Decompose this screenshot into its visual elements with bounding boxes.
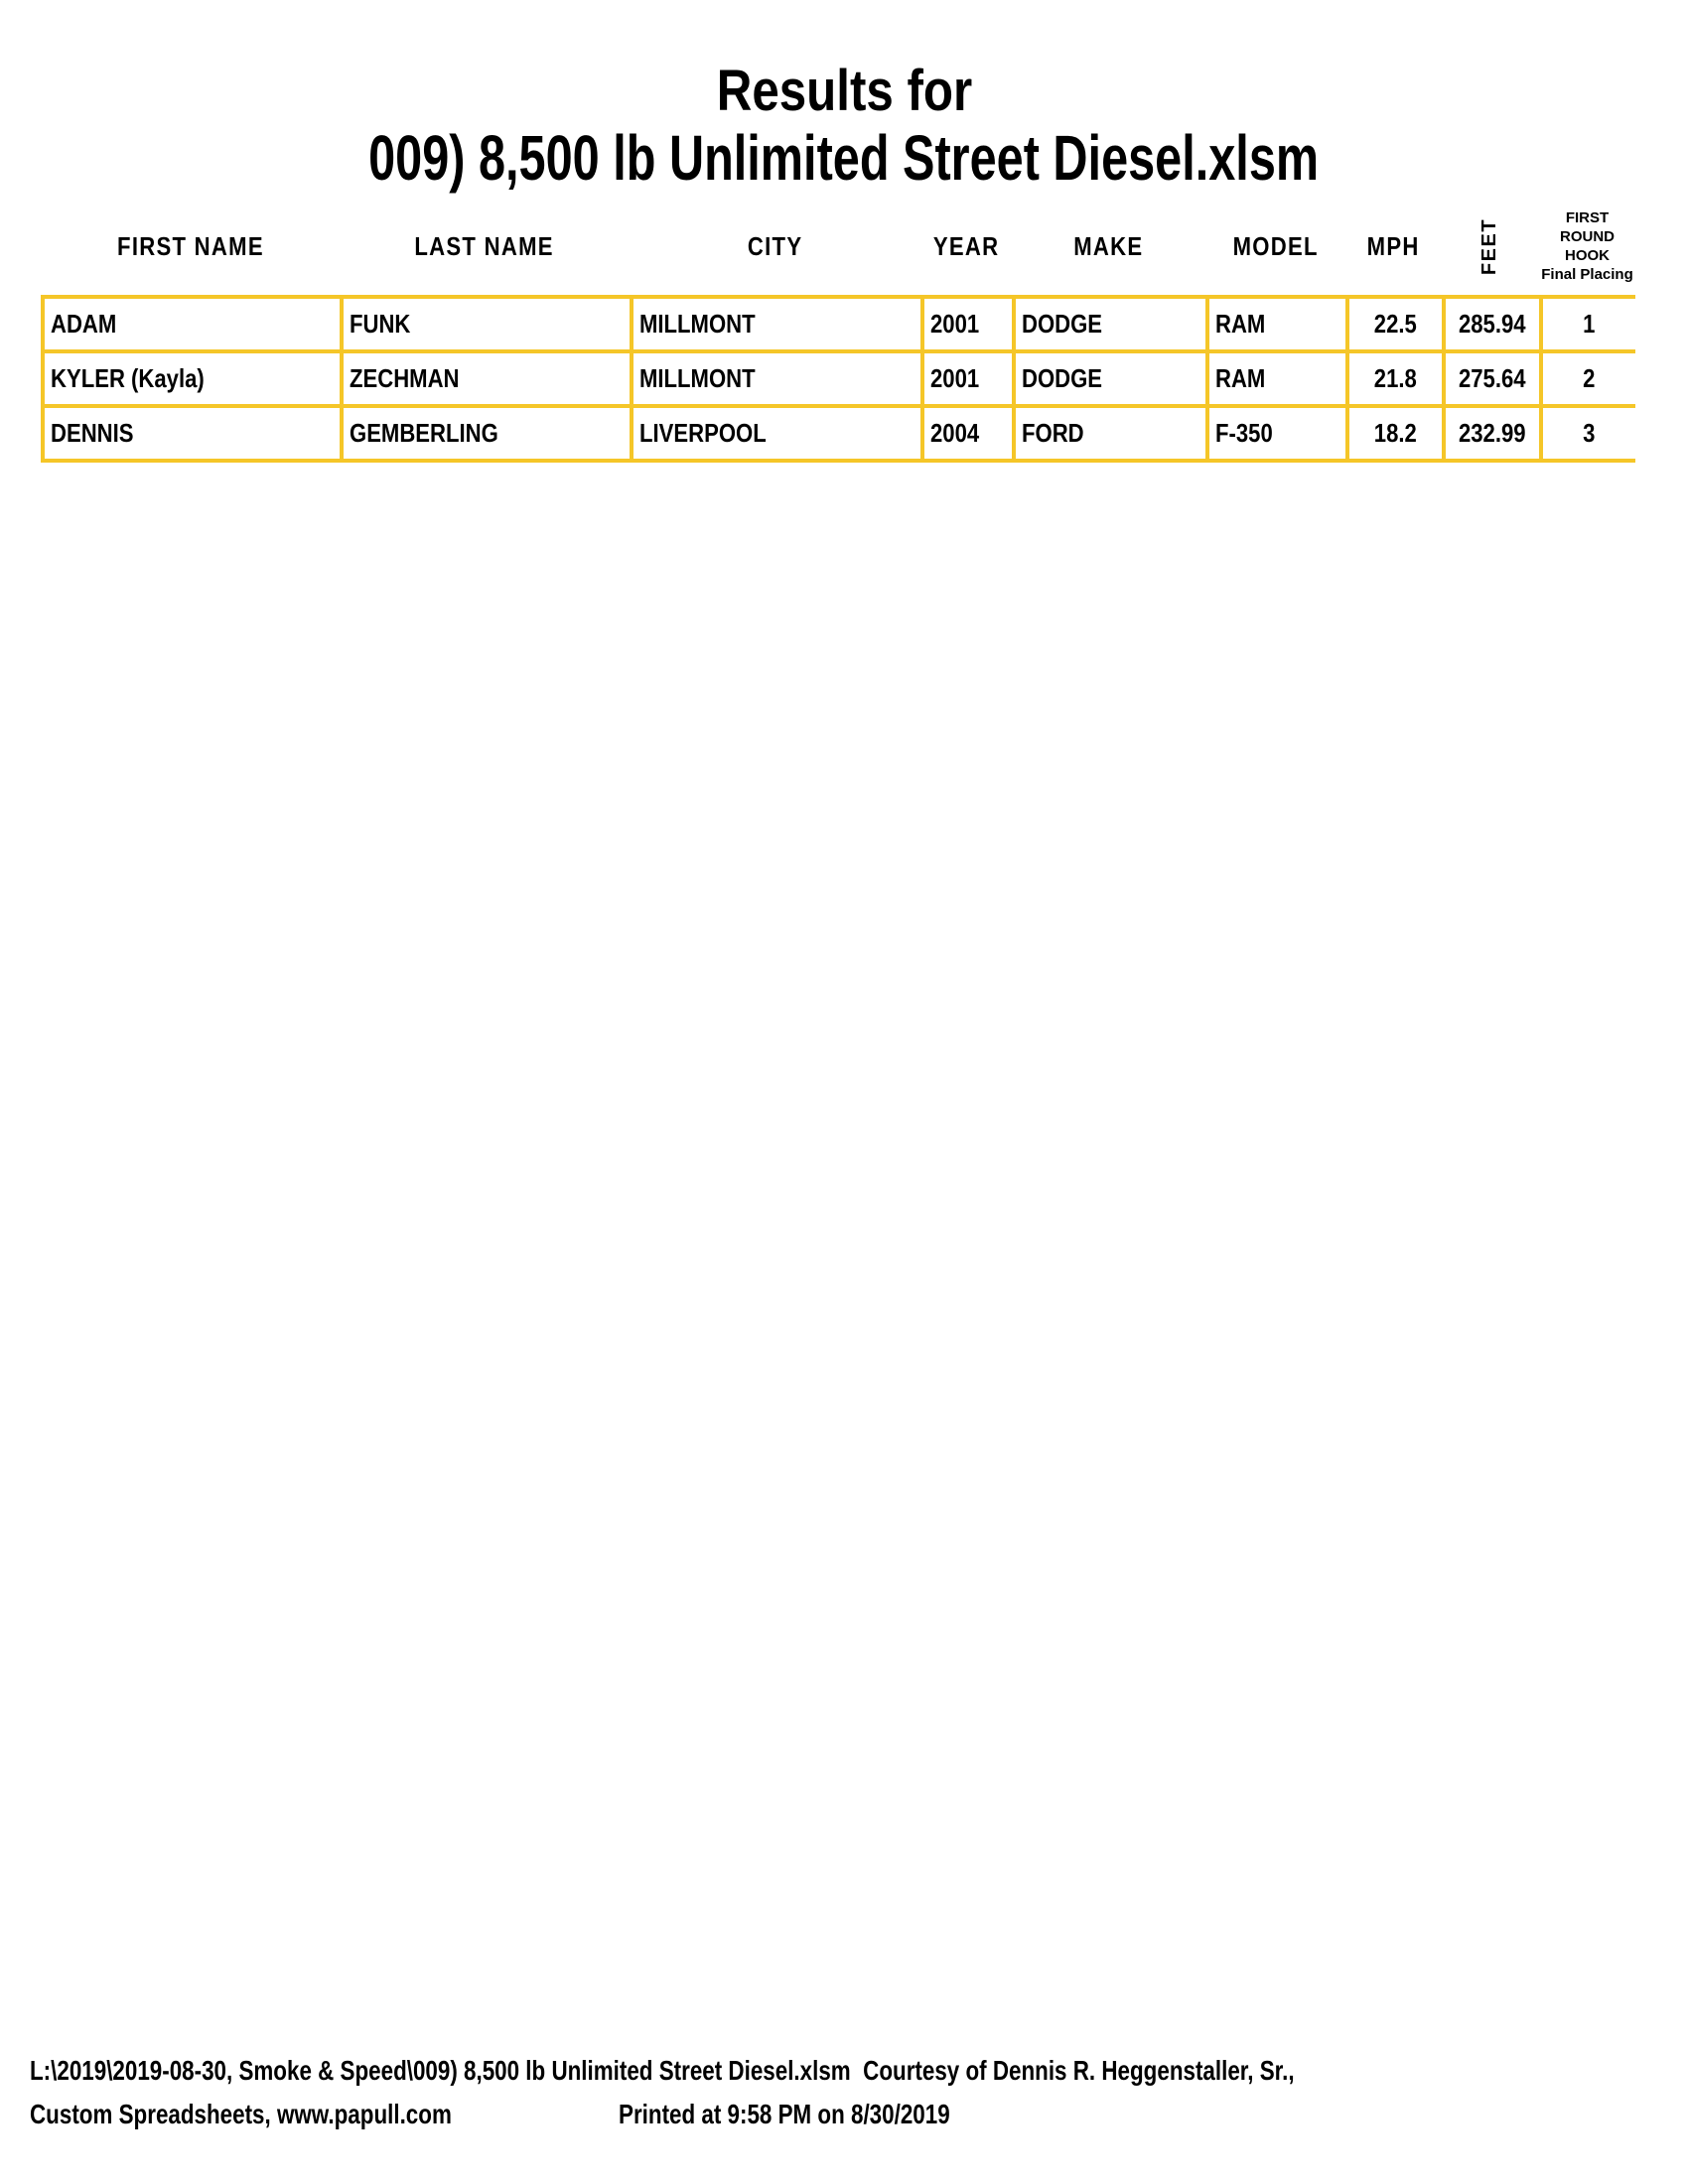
cell-first-name [41, 408, 340, 459]
column-header-mph-label: MPH [1367, 230, 1420, 261]
column-header-make-label: MAKE [1073, 230, 1144, 261]
cell-feet-text: 275.64 [1459, 363, 1526, 393]
column-header-first-name-label: FIRST NAME [116, 230, 264, 261]
column-header-city-label: CITY [747, 230, 803, 261]
table-row [41, 408, 1635, 463]
column-header-placing-line3: Final Placing [1541, 266, 1633, 283]
cell-city [630, 408, 920, 459]
cell-year [920, 408, 1012, 459]
cell-last-name [340, 299, 630, 349]
cell-feet [1442, 408, 1539, 459]
cell-mph [1345, 299, 1442, 349]
cell-make [1012, 408, 1205, 459]
cell-city-text: LIVERPOOL [639, 418, 767, 448]
cell-city-text: MILLMONT [639, 363, 756, 393]
column-header-make [1012, 208, 1205, 284]
cell-first-name [41, 299, 340, 349]
cell-first-name-text: ADAM [51, 309, 117, 339]
table-row [41, 299, 1635, 353]
cell-last-name-text: ZECHMAN [350, 363, 460, 393]
cell-first-name-text: KYLER (Kayla) [51, 363, 205, 393]
column-header-model [1205, 208, 1345, 284]
cell-model [1205, 408, 1345, 459]
cell-year-text: 2004 [930, 418, 980, 448]
cell-last-name-text: FUNK [350, 309, 411, 339]
cell-make-text: DODGE [1022, 363, 1103, 393]
cell-placing-text: 1 [1583, 309, 1596, 339]
cell-feet [1442, 299, 1539, 349]
column-header-last-name [340, 208, 630, 284]
cell-feet-text: 232.99 [1459, 418, 1526, 448]
column-header-placing-line2: HOOK [1565, 247, 1610, 264]
results-table [41, 295, 1635, 463]
column-header-placing [1539, 208, 1635, 284]
cell-placing-text: 2 [1583, 363, 1596, 393]
footer-printed-at-text: Printed at 9:58 PM on 8/30/2019 [619, 2099, 950, 2129]
cell-model [1205, 353, 1345, 404]
cell-mph-text: 21.8 [1373, 363, 1418, 393]
cell-placing [1539, 408, 1635, 459]
column-header-feet-label: FEET [1478, 217, 1501, 275]
cell-city [630, 353, 920, 404]
cell-year [920, 299, 1012, 349]
page-title-line1 [0, 60, 1688, 123]
column-header-year-label: YEAR [932, 230, 1000, 261]
cell-city [630, 299, 920, 349]
cell-placing-text: 3 [1583, 418, 1596, 448]
footer-line2 [30, 2099, 1618, 2138]
cell-mph [1345, 353, 1442, 404]
column-header-first-name [41, 208, 340, 284]
cell-last-name [340, 353, 630, 404]
cell-model-text: RAM [1215, 363, 1266, 393]
cell-model [1205, 299, 1345, 349]
cell-mph [1345, 408, 1442, 459]
cell-model-text: F-350 [1215, 418, 1273, 448]
cell-city-text: MILLMONT [639, 309, 756, 339]
column-header-placing-lines [1539, 208, 1635, 284]
cell-year-text: 2001 [930, 363, 980, 393]
footer-file-path-text: L:\2019\2019-08-30, Smoke & Speed\009) 8,500 lb Unlimited Street Diesel.xlsm Courtesy of Dennis R. Heggenstaller, Sr., [30, 2055, 1295, 2086]
cell-make-text: FORD [1022, 418, 1084, 448]
table-header-row [41, 208, 1635, 284]
column-header-model-label: MODEL [1232, 230, 1319, 261]
column-header-last-name-label: LAST NAME [414, 230, 555, 261]
cell-feet [1442, 353, 1539, 404]
cell-make [1012, 353, 1205, 404]
cell-first-name-text: DENNIS [51, 418, 134, 448]
footer-file-path [30, 2055, 1611, 2087]
cell-mph-text: 18.2 [1373, 418, 1418, 448]
cell-placing [1539, 299, 1635, 349]
column-header-feet [1442, 208, 1539, 284]
cell-mph-text: 22.5 [1373, 309, 1418, 339]
column-header-city [630, 208, 920, 284]
cell-feet-text: 285.94 [1459, 309, 1526, 339]
page-title-line2 [0, 123, 1688, 193]
cell-placing [1539, 353, 1635, 404]
cell-last-name-text: GEMBERLING [350, 418, 498, 448]
cell-model-text: RAM [1215, 309, 1266, 339]
cell-last-name [340, 408, 630, 459]
cell-year-text: 2001 [930, 309, 980, 339]
cell-year [920, 353, 1012, 404]
page-title-line2-text: 009) 8,500 lb Unlimited Street Diesel.xlsm [368, 122, 1320, 194]
column-header-placing-line1: FIRST ROUND [1560, 209, 1615, 245]
page-title-line1-text: Results for [716, 59, 972, 123]
cell-make-text: DODGE [1022, 309, 1103, 339]
cell-make [1012, 299, 1205, 349]
column-header-year [920, 208, 1012, 284]
table-row [41, 353, 1635, 408]
cell-first-name [41, 353, 340, 404]
column-header-mph [1345, 208, 1442, 284]
footer-printed-at [619, 2099, 1033, 2130]
footer-credit-text: Custom Spreadsheets, www.papull.com [30, 2099, 452, 2129]
